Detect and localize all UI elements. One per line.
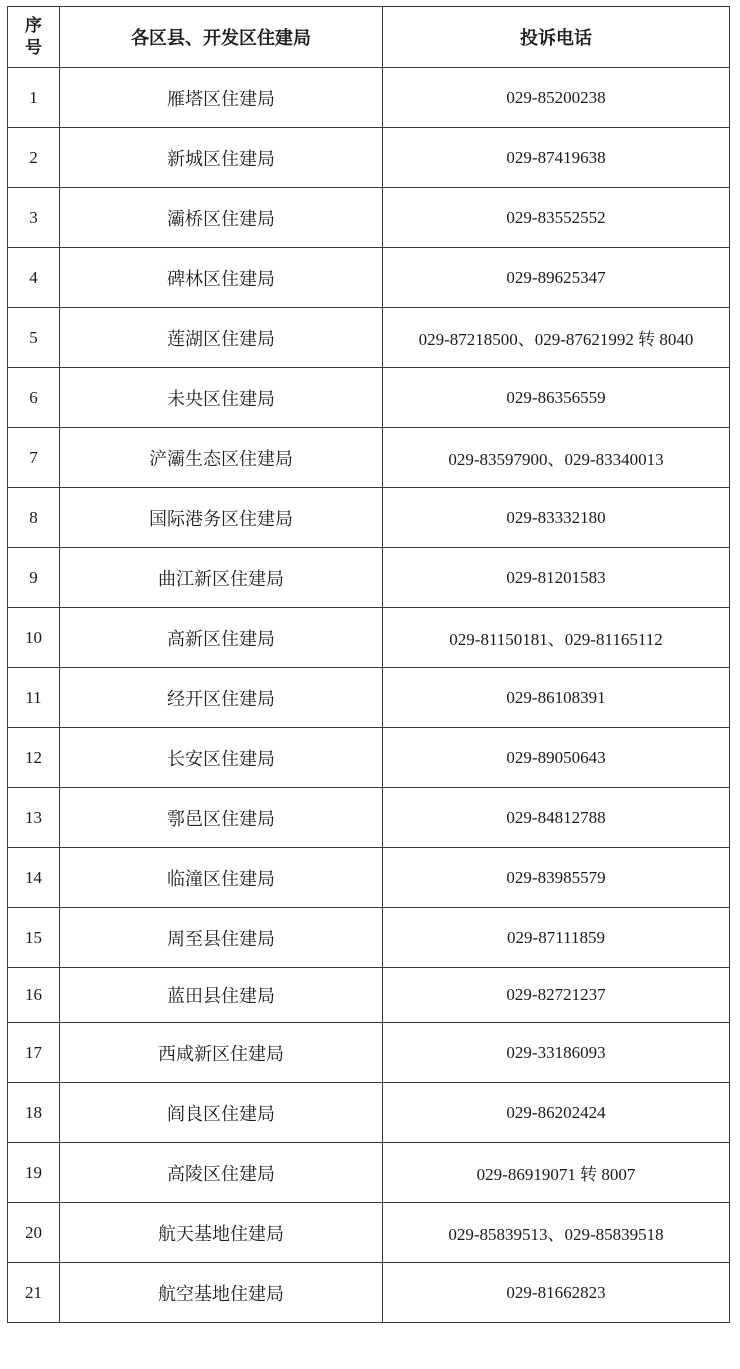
- row-number: 4: [8, 248, 60, 308]
- row-number: 5: [8, 308, 60, 368]
- row-department: 雁塔区住建局: [60, 68, 383, 128]
- row-number: 15: [8, 908, 60, 968]
- row-department: 未央区住建局: [60, 368, 383, 428]
- row-department: 高新区住建局: [60, 608, 383, 668]
- row-phone: 029-86919071 转 8007: [383, 1143, 730, 1203]
- row-department: 经开区住建局: [60, 668, 383, 728]
- row-department: 周至县住建局: [60, 908, 383, 968]
- row-department: 莲湖区住建局: [60, 308, 383, 368]
- row-department: 临潼区住建局: [60, 848, 383, 908]
- row-phone: 029-86108391: [383, 668, 730, 728]
- table-row: [8, 908, 730, 968]
- row-phone: 029-81150181、029-81165112: [383, 608, 730, 668]
- row-department: 航天基地住建局: [60, 1203, 383, 1263]
- row-department: 曲江新区住建局: [60, 548, 383, 608]
- table-row: [8, 128, 730, 188]
- row-department: 长安区住建局: [60, 728, 383, 788]
- row-number: 12: [8, 728, 60, 788]
- table-row: [8, 188, 730, 248]
- row-phone: 029-89625347: [383, 248, 730, 308]
- header-phone: [383, 7, 730, 68]
- row-department: 高陵区住建局: [60, 1143, 383, 1203]
- row-department: 浐灞生态区住建局: [60, 428, 383, 488]
- row-phone: 029-89050643: [383, 728, 730, 788]
- row-number: 17: [8, 1023, 60, 1083]
- header-department-label: 各区县、开发区住建局: [131, 28, 311, 49]
- table-row: [8, 728, 730, 788]
- table-row: [8, 308, 730, 368]
- row-number: 6: [8, 368, 60, 428]
- table-row: [8, 248, 730, 308]
- table-row: [8, 788, 730, 848]
- row-number: 19: [8, 1143, 60, 1203]
- row-number: 3: [8, 188, 60, 248]
- row-phone: 029-83985579: [383, 848, 730, 908]
- table-header-row: [8, 7, 730, 68]
- header-phone-label: 投诉电话: [520, 28, 592, 49]
- header-department: [60, 7, 383, 68]
- row-number: 20: [8, 1203, 60, 1263]
- row-phone: 029-84812788: [383, 788, 730, 848]
- row-department: 西咸新区住建局: [60, 1023, 383, 1083]
- row-phone: 029-87218500、029-87621992 转 8040: [383, 308, 730, 368]
- row-department: 阎良区住建局: [60, 1083, 383, 1143]
- row-phone: 029-83597900、029-83340013: [383, 428, 730, 488]
- row-phone: 029-33186093: [383, 1023, 730, 1083]
- table-row: [8, 428, 730, 488]
- header-number-label: 序 号: [25, 16, 42, 58]
- table-row: [8, 848, 730, 908]
- row-number: 21: [8, 1263, 60, 1323]
- row-department: 鄠邑区住建局: [60, 788, 383, 848]
- row-department: 灞桥区住建局: [60, 188, 383, 248]
- row-number: 16: [8, 968, 60, 1023]
- row-phone: 029-86356559: [383, 368, 730, 428]
- table-row: [8, 608, 730, 668]
- row-number: 18: [8, 1083, 60, 1143]
- table-row: [8, 1083, 730, 1143]
- table-row: [8, 1023, 730, 1083]
- row-number: 2: [8, 128, 60, 188]
- row-number: 8: [8, 488, 60, 548]
- row-number: 14: [8, 848, 60, 908]
- complaint-phone-table: [7, 6, 730, 1323]
- table-row: [8, 1263, 730, 1323]
- row-phone: 029-81662823: [383, 1263, 730, 1323]
- row-number: 1: [8, 68, 60, 128]
- row-number: 13: [8, 788, 60, 848]
- row-number: 11: [8, 668, 60, 728]
- row-phone: 029-86202424: [383, 1083, 730, 1143]
- row-phone: 029-87111859: [383, 908, 730, 968]
- row-department: 航空基地住建局: [60, 1263, 383, 1323]
- row-phone: 029-83552552: [383, 188, 730, 248]
- table-row: [8, 548, 730, 608]
- row-department: 新城区住建局: [60, 128, 383, 188]
- row-number: 10: [8, 608, 60, 668]
- row-phone: 029-85839513、029-85839518: [383, 1203, 730, 1263]
- header-number: [8, 7, 60, 68]
- table-row: [8, 368, 730, 428]
- complaint-phone-table-container: [7, 6, 729, 1323]
- row-phone: 029-83332180: [383, 488, 730, 548]
- row-phone: 029-82721237: [383, 968, 730, 1023]
- table-row: [8, 1203, 730, 1263]
- row-phone: 029-85200238: [383, 68, 730, 128]
- row-department: 碑林区住建局: [60, 248, 383, 308]
- table-row: [8, 68, 730, 128]
- table-row: [8, 968, 730, 1023]
- table-row: [8, 1143, 730, 1203]
- row-department: 蓝田县住建局: [60, 968, 383, 1023]
- table-row: [8, 488, 730, 548]
- row-phone: 029-87419638: [383, 128, 730, 188]
- row-number: 9: [8, 548, 60, 608]
- row-number: 7: [8, 428, 60, 488]
- row-department: 国际港务区住建局: [60, 488, 383, 548]
- table-row: [8, 668, 730, 728]
- row-phone: 029-81201583: [383, 548, 730, 608]
